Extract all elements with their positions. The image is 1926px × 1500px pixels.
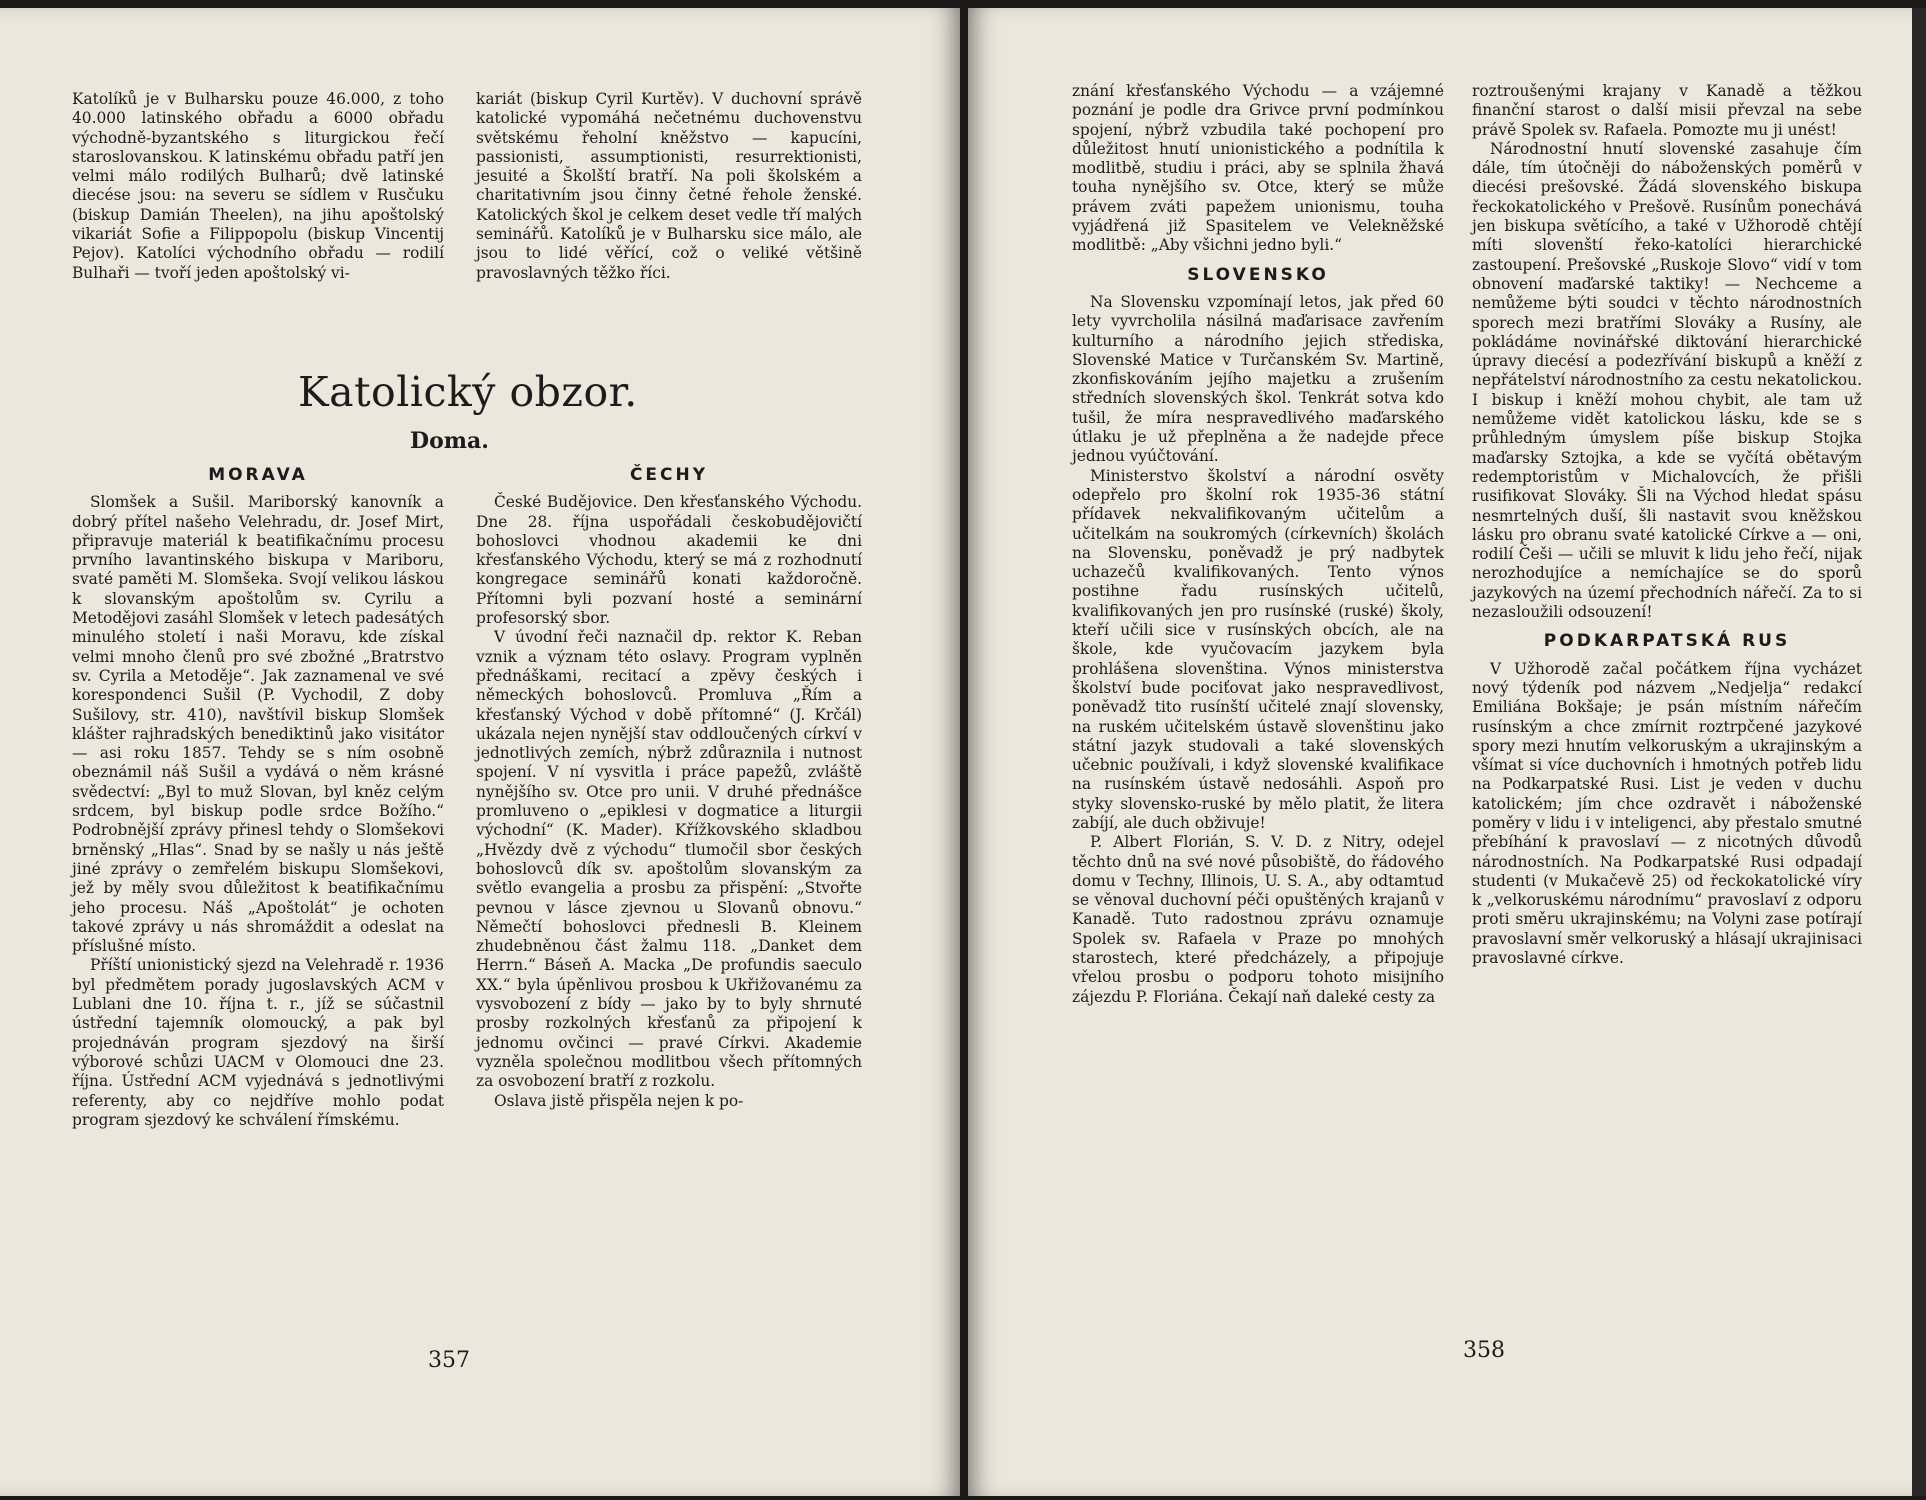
left-page <box>0 8 960 1496</box>
page-number-left: 357 <box>428 1348 470 1373</box>
morava-column <box>72 456 444 1130</box>
section-subtitle: Doma. <box>410 428 489 454</box>
florian-article: P. Albert Florián, S. V. D. z Nitry, odejel těchto dnů na své nové působiště, do řádového domu v Techny, Illinois, U. S. A., aby odtamtud se věnoval duchovní péči opuštěných krajanů v Kanadě. Tuto radostnou zprávu oznamuje Spolek sv. Rafaela v Praze po mnohých starostech, které předcházely, a připojuje vřelou prosbu o podporu tohoto misijního zájezdu P. Floriána. Čekají naň daleké cesty za <box>1072 833 1444 1006</box>
page-number-right: 358 <box>1463 1338 1505 1363</box>
left-column-1 <box>72 90 444 283</box>
slomsek-article: Slomšek a Sušil. Mariborský kanovník a dobrý přítel našeho Velehradu, dr. Josef Mirt, připravuje materiál k beatifikačnímu procesu prvního lavantinského biskupa v Mariboru, svaté paměti M. Slomšeka. Svojí velikou láskou k slovanským apoštolům sv. Cyrilu a Metodějovi zasáhl Slomšek v letech padesátých minulého století i naši Moravu, kde získal velmi mnoho členů pro své zbožné „Bratrstvo sv. Cyrila a Metoděje“. Jak zaznamenal ve své korespondenci Sušil (P. Vychodil, Z doby Sušilovy, str. 410), navštívil biskup Slomšek klášter rajhradských benediktinů jako visitátor — asi roku 1857. Tehdy se s ním osobně obeznámil náš Sušil a vydává o něm krásné svědectví: „Byl to muž Slovan, byl kněz celým srdcem, byl biskup podle srdce Božího.“ Podrobnější zprávy přinesl tehdy o Slomšekovi brněnský „Hlas“. Snad by se našly u nás ještě jiné zprávy o zemřelém biskupu Slomšekovi, jež by měly svou důležitost k beatifikačnímu jeho procesu. Náš „Apoštolát“ je ochoten takové zprávy u nás shromáždit a odeslat na příslušné místo. <box>72 493 444 956</box>
budejovice-program: V úvodní řeči naznačil dp. rektor K. Reban vznik a význam této oslavy. Program vyplněn přednáškami, recitací a zpěvy českých i německých bohoslovců. Promluva „Řím a křesťanský Východ v době přítomné“ (J. Krčál) ukázala nejen nynější stav oddloučených církví v jednotlivých zemích, nýbrž zdůraznila i nutnost spojení. V ní vysvitla i práce papežů, zvláště nynějšího sv. Otce pro unii. V druhé přednášce promluveno o „epiklesi v dogmatice a liturgii východní“ (K. Mader). Křížkovského skladbou „Hvězdy dvě z východu“ tlumočil sbor českých bohoslovců dík sv. apoštolům slovanským za světlo evangelia a prosbu za přispění: „Stvořte pevnou v lásce zjevnou u Slovanů obnovu.“ Němečtí bohoslovci přednesli B. Kleinem zhudebněnou část žalmu 118. „Danket dem Herrn.“ Báseň A. Macka „De profundis saeculo XX.“ byla úpěnlivou prosbou k Ukřižovanému za vysvobození z bídy — jako by to byly shrnuté prosby rozkolných křesťanů za připojení k jednomu ovčinci — pravé Církvi. Akademie vyzněla společnou modlitbou všech přítomných za osvobození bratří z rozkolu. <box>476 628 862 1091</box>
book-edge <box>1912 8 1926 1496</box>
right-column-2 <box>1472 82 1862 968</box>
morava-heading: MORAVA <box>208 465 308 485</box>
podkarpatska-heading: PODKARPATSKÁ RUS <box>1543 631 1791 652</box>
slovensko-matice-article: Na Slovensku vzpomínají letos, jak před 60 lety vyvrcholila násilná maďarisace zavřením kulturního a národního jejich střediska, Slovenské Matice v Turčanském Sv. Martině, zkonfiskováním jejího majetku a zrušením středních slovenských škol. Tenkrát sotva kdo tušil, že míra nespravedlivého maďarského útlaku je už přeplněna a že nadejde přece jednou vyúčtování. <box>1072 292 1444 466</box>
nedjelja-article: V Užhorodě začal počátkem října vycházet nový týdeník pod názvem „Nedjelja“ redakcí Emiliána Bokšaje; je psán místním nářečím rusínským a chce zmírnit roztrpčené jazykové spory mezi hnutím velkoruským a ukrajinským a všímat si více duchovních i hmotných potřeb lidu na Podkarpatské Rusi. List je veden v duchu katolickém; jím chce ozdravět i náboženské poměry v lidu i v inteligenci, aby přestalo smutné přebíhání k pravoslaví — z nicotných důvodů národnostních. Na Podkarpatské Rusi odpadají studenti (v Mukačevě 25) od řeckokatolické víry k „velkoruskému národnímu“ pravoslaví z odporu proti směru ukrajinskému; na Volyni zase potírají pravoslavní směr velkoruský a hlásají ukrajinisaci pravoslavné církve. <box>1472 659 1862 968</box>
section-title: Katolický obzor. <box>298 368 638 416</box>
florian-continued: roztroušenými krajany v Kanadě a těžkou finanční starost o další misii převzal na sebe právě Spolek sv. Rafaela. Pomozte mu ji unést! <box>1472 82 1862 139</box>
cechy-column <box>476 456 862 1111</box>
left-column-2 <box>476 90 862 283</box>
cechy-heading: ČECHY <box>629 465 709 485</box>
cechy-continued-text: znání křesťanského Východu — a vzájemné poznání je podle dra Grivce první podmínkou spojení, nýbrž vzbudila také pochopení pro důležitost hnutí unionistického a podnítila k modlitbě, studiu i práci, aby se splnila žhavá touha nynějšího sv. Otce, který se může právem zváti papežem unionismu, touha vyjádřená již Spasitelem ve Velekněžské modlitbě: „Aby všichni jedno byli.“ <box>1072 82 1444 255</box>
budejovice-article: České Budějovice. Den křesťanského Východu. Dne 28. října uspořádali českobudějovičtí bohoslovci vhodnou akademii ke dni křesťanského Východu, který se má z rozhodnutí kongregace seminářů konati každoročně. Přítomni byli pozvaní hosté a seminární profesorský sbor. <box>476 493 862 628</box>
bulgaria-text: Katolíků je v Bulharsku pouze 46.000, z toho 40.000 latinského obřadu a 6000 obřadu východně-byzantského s liturgickou řečí staroslovanskou. K latinskému obřadu patří jen velmi málo rodilých Bulharů; dvě latinské diecése jsou: na severu se sídlem v Rusčuku (biskup Damián Theelen), na jihu apoštolský vikariát Sofie a Filippopolu (biskup Vincentij Pejov). Katolíci východního obřadu — rodilí Bulhaři — tvoří jeden apoštolský vi- <box>72 90 444 282</box>
ministerstvo-article: Ministerstvo školství a národní osvěty odepřelo pro školní rok 1935-36 státní přídavek nekvalifikovaným učitelům a učitelkám na soukromých (církevních) školách na Slovensku, poněvadž je prý nadbytek uchazečů kvalifikovaných. Tento výnos postihne řadu rusínských učitelů, kvalifikovaných jen pro rusínské (ruské) školy, kteří učili sice v rusínských obcích, ale na škole, kde vyučovacím jazykem byla prohlášena slovenština. Výnos ministerstva školství bude pociťovat jako nespravedlivost, poněvadž tito rusínští učitelé znají slovensky, na ruském učitelském ústavě slovenštinu jako státní jazyk studovali a také slovenských učebnic používali, i když slovenské kvalifikace na rusínském ústavě nedosáhli. Aspoň pro styky slovensko-ruské by mělo platit, že litera zabíjí, ale duch obživuje! <box>1072 466 1444 832</box>
slovensko-heading: SLOVENSKO <box>1187 264 1329 285</box>
velehrad-article: Příští unionistický sjezd na Velehradě r. 1936 byl předmětem porady jugoslavských ACM v Lublani dne 10. října t. r., jíž se súčastnil ústřední tajemník olomoucký, a pak byl projednáván program sjezdový na širší výborové schůzi UACM v Olomouci dne 23. října. Ústřední ACM vyjednává s jednotlivými referenty, aby co nejdříve mohlo podat program sjezdový ke schválení římskému. <box>72 956 444 1129</box>
right-column-1 <box>1072 82 1444 1007</box>
bulgaria-continued-text: kariát (biskup Cyril Kurtěv). V duchovní správě katolické vypomáhá nečetnému duchovenstvu světskému řeholní kněžstvo — kapucíni, passionisti, assumptionisti, resurrektionisti, jesuité a Školští bratří. Na poli školském a charitativním jsou činny četné řehole ženské. Katolických škol je celkem deset vedle tří malých seminářů. Katolíků je v Bulharsku sice málo, ale jsou to lidé věřící, což o veliké většině pravoslavných těžko říci. <box>476 90 862 282</box>
budejovice-closing: Oslava jistě přispěla nejen k po- <box>494 1091 744 1110</box>
narodnostni-hnuti-article: Národnostní hnutí slovenské zasahuje čím dále, tím útočněji do náboženských poměrů v diecési prešovské. Žádá slovenského biskupa řeckokatolického v Prešově. Rusínům ponechává jen biskupa světícího, a také v Užhorodě chtějí míti slovenští řeko-katolíci hierarchické zastoupení. Prešovské „Ruskoje Slovo“ vidí v tom obnovení maďarské taktiky! — Nechceme a nemůžeme býti soudci v těchto národnostních sporech mezi bratřími Slováky a Rusíny, ale pokládáme novinářské diktování hierarchické úpravy diecésí a podezřívání biskupů a kněží z nepřátelství národnostního za cestu nekatolickou. I biskup i kněží mohou chybit, ale tam už nemůžeme vidět katolickou lásku, kde se s průhledným úmyslem píše biskup Stojka maďarsky Sztojka, a kde se vyčítá obětavým redemptoristům v Michalovcích, že přišli rusifikovat Slováky. Šli na Východ hledat spásu nesmrtelných duší, šli nastavit svou kněžskou lásku pro obranu svaté katolické Církve a — oni, rodilí Češi — učili se mluvit k lidu jeho řečí, nijak nerozhodujíce a nemíchajíce se do sporů jazykových na území přechodních nářečí. Za to si nezasloužili odsouzení! <box>1472 139 1862 622</box>
right-page <box>968 8 1926 1496</box>
